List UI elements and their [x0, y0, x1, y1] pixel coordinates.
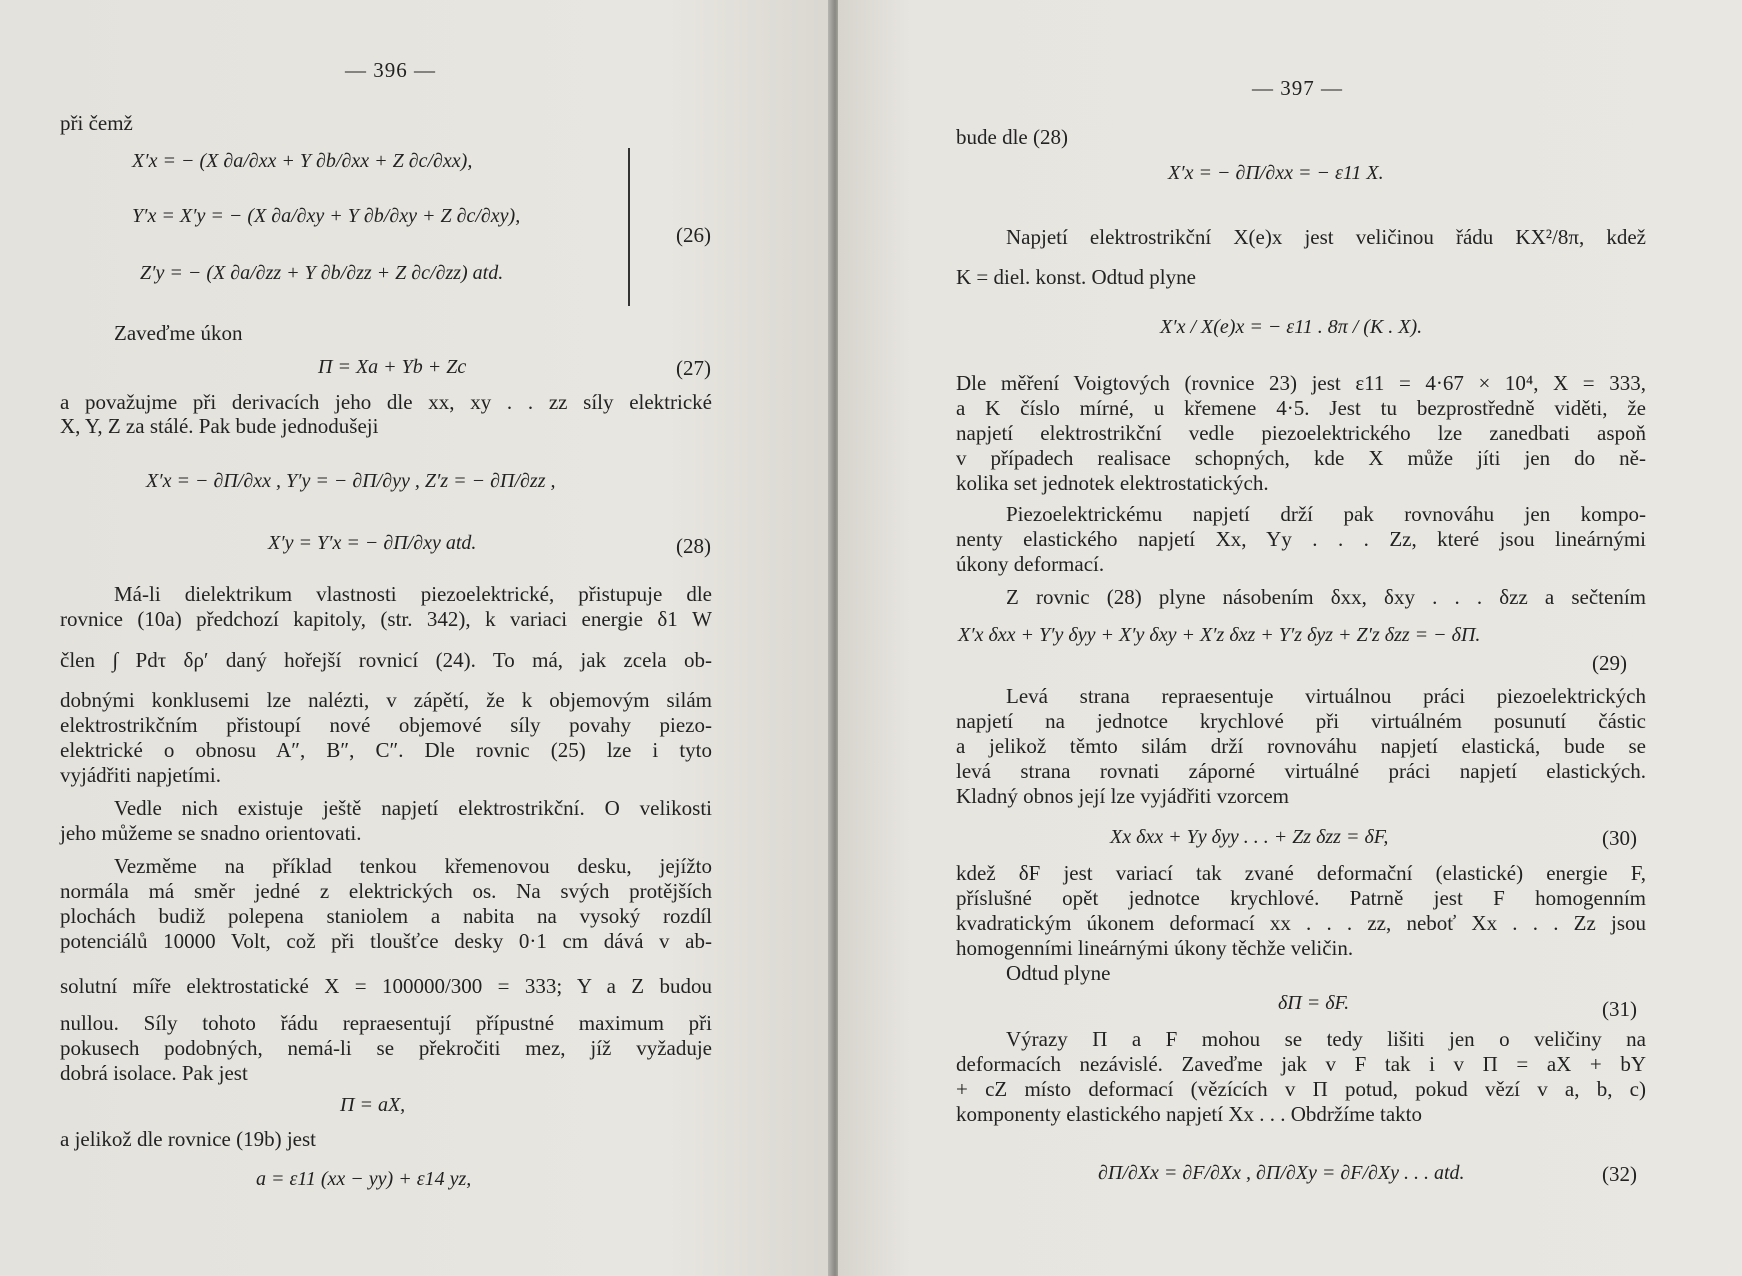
para4-r-line-4: levá strana rovnati záporné virtuálné práci napjetí elastických. [956, 759, 1646, 783]
para1-r-line-5: kolika set jednotek elektrostatických. [956, 471, 1269, 495]
para4-line-4: potenciálů 10000 Volt, což při tloušťce desky 0·1 cm dává v ab- [60, 929, 712, 953]
para4-line-6: nullou. Síly tohoto řádu repraesentují přípustné maximum při [60, 1011, 712, 1035]
para1-r-line-3: napjetí elektrostrikční vedle piezoelektrického lze zanedbati aspoň [956, 421, 1646, 445]
eq-pi: Π = aX, [340, 1094, 406, 1116]
para4-line-5: solutní míře elektrostatické X = 100000/300 = 333; Y a Z budou [60, 974, 712, 998]
para4-r-line-3: a jelikož těmto silám drží rovnováhu napjetí elastická, bude se [956, 734, 1646, 758]
eq31: δΠ = δF. [1278, 992, 1350, 1014]
para4-r-line-1: Levá strana repraesentuje virtuálnou práci piezoelektrických [1006, 684, 1646, 708]
para6-r-line-4: komponenty elastického napjetí Xx . . . Obdržíme takto [956, 1102, 1422, 1126]
para5-r-line-3: kvadratickým úkonem deformací xx . . . zz, neboť Xx . . . Zz jsou [956, 911, 1646, 935]
para1-r-line-2: a K číslo mírné, u křemene 4·5. Jest tu bezprostředně viděti, že [956, 396, 1646, 420]
eq28-line-1: X′x = − ∂Π/∂xx , Y′y = − ∂Π/∂yy , Z′z = − ∂Π/∂zz , [146, 470, 556, 492]
para4-line-8: dobrá isolace. Pak jest [60, 1061, 248, 1085]
eq-ratio: X′x / X(e)x = − ε11 . 8π / (K . X). [1160, 316, 1423, 338]
para1-r-line-1: Dle měření Voigtových (rovnice 23) jest ε11 = 4·67 × 10⁴, X = 333, [956, 371, 1646, 395]
eq26-line-2: Y′x = X′y = − (X ∂a/∂xy + Y ∂b/∂xy + Z ∂c/∂xy), [132, 205, 521, 227]
napjeti-line-2: K = diel. konst. Odtud plyne [956, 265, 1196, 289]
para2-r-line-2: nenty elastického napjetí Xx, Yy . . . Zz, které jsou lineárnými [956, 527, 1646, 551]
intro-text: při čemž [60, 111, 133, 135]
para4-line-3: plochách budiž polepena staniolem a nabita na vysoký rozdíl [60, 904, 712, 928]
eq26-line-1: X′x = − (X ∂a/∂xx + Y ∂b/∂xx + Z ∂c/∂xx), [132, 150, 473, 172]
para2-line-7: vyjádřiti napjetími. [60, 763, 221, 787]
para4-line-2: normála má směr jedné z elektrických os. Na svých protějších [60, 879, 712, 903]
para6-r-line-3: + cZ místo deformací (vězících v Π potud, pokud vězí v a, b, c) [956, 1077, 1646, 1101]
para1-line-2: X, Y, Z za stálé. Pak bude jednodušeji [60, 414, 379, 438]
eq27-number: (27) [676, 356, 711, 380]
eq28-line-2: X′y = Y′x = − ∂Π/∂xy atd. [268, 532, 477, 554]
bude-line: bude dle (28) [956, 125, 1068, 149]
eq30-number: (30) [1602, 826, 1637, 850]
para1-line-1: a považujme při derivacích jeho dle xx, xy . . zz síly elektrické [60, 390, 712, 414]
para5-r-line-1: kdež δF jest variací tak zvané deformační (elastické) energie F, [956, 861, 1646, 885]
jelikoz-line: a jelikož dle rovnice (19b) jest [60, 1127, 316, 1151]
eq32-number: (32) [1602, 1162, 1637, 1186]
para2-line-6: elektrické o obnosu A″, B″, C″. Dle rovnic (25) lze i tyto [60, 738, 712, 762]
zavedme-line: Zaveďme úkon [114, 321, 243, 345]
eq27: Π = Xa + Yb + Zc [318, 356, 467, 378]
left-page-number: — 396 — [345, 58, 436, 82]
para2-r-line-3: úkony deformací. [956, 552, 1105, 576]
para6-r-line-2: deformacích nezávislé. Zaveďme jak v F tak i v Π = aX + bY [956, 1052, 1646, 1076]
eq-a: a = ε11 (xx − yy) + ε14 yz, [256, 1168, 472, 1190]
para2-line-4: dobnými konklusemi lze nalézti, v zápětí, že k objemovým silám [60, 688, 712, 712]
para2-line-5: elektrostrikčním přistoupí nové objemové síly povahy piezo- [60, 713, 712, 737]
eq32: ∂Π/∂Xx = ∂F/∂Xx , ∂Π/∂Xy = ∂F/∂Xy . . . atd. [1098, 1162, 1465, 1184]
eq26-brace [628, 148, 630, 306]
para2-r-line-1: Piezoelektrickému napjetí drží pak rovnováhu jen kompo- [1006, 502, 1646, 526]
para2-line-3: člen ∫ Pdτ δρ′ daný hořejší rovnicí (24). To má, jak zcela ob- [60, 648, 712, 672]
odtud-line: Odtud plyne [1006, 961, 1111, 985]
right-page [838, 0, 1742, 1276]
para3-line-2: jeho můžeme se snadno orientovati. [60, 821, 362, 845]
para4-r-line-2: napjetí na jednotce krychlové při virtuálném posunutí částic [956, 709, 1646, 733]
right-page-number: — 397 — [1252, 76, 1343, 100]
napjeti-line-1: Napjetí elektrostrikční X(e)x jest veličinou řádu KX²/8π, kdež [1006, 225, 1646, 249]
eq-x: X′x = − ∂Π/∂xx = − ε11 X. [1168, 162, 1384, 184]
para4-r-line-5: Kladný obnos její lze vyjádřiti vzorcem [956, 784, 1289, 808]
para1-r-line-4: v případech realisace schopných, kde X může jíti jen do ně- [956, 446, 1646, 470]
eq30: Xx δxx + Yy δyy . . . + Zz δzz = δF, [1110, 826, 1389, 848]
left-page [0, 0, 832, 1276]
para4-line-1: Vezměme na příklad tenkou křemenovou desku, jejížto [114, 854, 712, 878]
para5-r-line-2: příslušné opět jednotce krychlové. Patrně jest F homogenním [956, 886, 1646, 910]
eq29: X′x δxx + Y′y δyy + X′y δxy + X′z δxz + Y′z δyz + Z′z δzz = − δΠ. [958, 624, 1481, 646]
para2-line-2: rovnice (10a) předchozí kapitoly, (str. 342), k variaci energie δ1 W [60, 607, 712, 631]
eq26-line-3: Z′y = − (X ∂a/∂zz + Y ∂b/∂zz + Z ∂c/∂zz) atd. [140, 262, 504, 284]
para6-r-line-1: Výrazy Π a F mohou se tedy lišiti jen o veličiny na [1006, 1027, 1646, 1051]
para4-line-7: pokusech podobných, nemá-li se překročiti mez, jíž vyžaduje [60, 1036, 712, 1060]
para2-line-1: Má-li dielektrikum vlastnosti piezoelektrické, přistupuje dle [114, 582, 712, 606]
para3-line-1: Vedle nich existuje ještě napjetí elektrostrikční. O velikosti [114, 796, 712, 820]
eq31-number: (31) [1602, 997, 1637, 1021]
para3-r-line: Z rovnic (28) plyne násobením δxx, δxy . . . δzz a sečtením [1006, 585, 1646, 609]
para5-r-line-4: homogenními lineárnými úkony těchže veličin. [956, 936, 1354, 960]
eq28-number: (28) [676, 534, 711, 558]
eq26-number: (26) [676, 223, 711, 247]
eq29-number: (29) [1592, 651, 1627, 675]
